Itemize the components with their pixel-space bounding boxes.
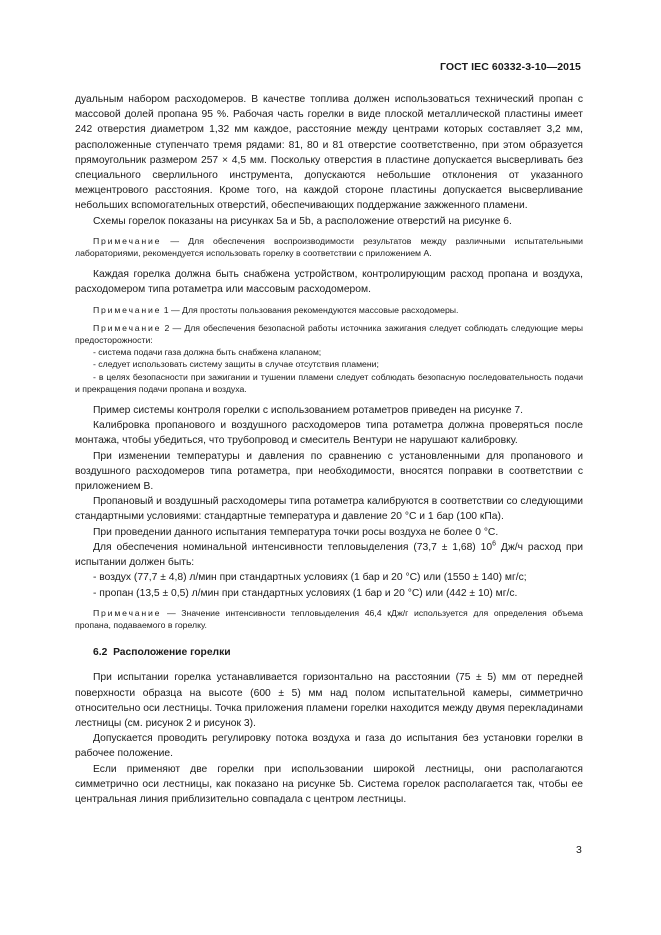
note	[75, 235, 583, 259]
note-label: Примечание	[93, 607, 162, 618]
note-label: Примечание	[93, 322, 162, 333]
note-text: — Значение интенсивности тепловыделения 46,4 кДж/г используется для определения объема пропана, подаваемого в горелку.	[75, 607, 583, 630]
section-heading	[75, 645, 583, 660]
note-label: Примечание	[93, 235, 162, 246]
note	[75, 304, 583, 316]
note-text: 2 — Для обеспечения безопасной работы источника зажигания следует соблюдать следующие меры предосторожности:	[75, 322, 583, 346]
paragraph: Схемы горелок показаны на рисунках 5a и 5b, а расположение отверстий на рисунке 6.	[93, 215, 512, 227]
note	[75, 322, 583, 346]
section-title: Расположение горелки	[113, 647, 231, 659]
paragraph: Пропановый и воздушный расходомеры типа ротаметра калибруются в соответствии со следующими стандартными условиями: стандартные температура и давление 20 °C и 1 бар (100 кПа).	[75, 496, 583, 523]
note-text: 1 — Для простоты пользования рекомендуются массовые расходомеры.	[161, 304, 459, 315]
note-list-item: - следует использовать систему защиты в случае отсутствия пламени;	[93, 359, 379, 370]
paragraph: Каждая горелка должна быть снабжена устройством, контролирующим расход пропана и воздуха, расходомером типа ротаметра или массовым расходомером.	[75, 269, 583, 296]
note-list-item: - в целях безопасности при зажигании и тушении пламени следует соблюдать безопасную последовательность подачи и прекращения подачи пропана и воздуха.	[75, 371, 583, 394]
paragraph: При изменении температуры и давления по сравнению с установленными для пропанового и воздушного расходомеров типа ротаметра, при необходимости, вносятся поправки в соответствии с приложением В.	[75, 450, 583, 493]
paragraph: При проведении данного испытания температура точки росы воздуха не более 0 °C.	[93, 526, 499, 538]
paragraph: Если применяют две горелки при использовании широкой лестницы, они располагаются симметрично оси лестницы, как показано на рисунке 5b. Система горелок располагается так, чтобы ее центральная линия приблизительно совпадала с центром лестницы.	[75, 763, 583, 805]
page-number: 3	[576, 844, 582, 856]
superscript: 6	[492, 540, 496, 548]
paragraph: дуальным набором расходомеров. В качестве топлива должен использоваться технический пропан с массовой долей пропана 95 %. Рабочая часть горелки в виде плоской металлической пластины имеет 242 отверстия диаметром 1,32 мм каждое, расстояние между центрами которых составляет 3,2 мм, расположенные ступенчато тремя рядами: 81, 80 и 81 отверстие соответственно, при этом образуется прямоугольник размером 257 × 4,5 мм. Поскольку отверстия в пластине допускается высверливать без специального сверлильного инструмента, допускаются небольшие отклонения от указанного межцентрового расстояния. Кроме того, на каждой стороне пластины допускается высверливание небольших вспомогательных отверстий, обеспечивающих поддержание зажженного пламени.	[75, 94, 583, 212]
paragraph: Калибровка пропанового и воздушного расходомеров типа ротаметра должна проверяться после монтажа, чтобы убедиться, что трубопровод и смеситель Вентури не нарушают калибровку.	[75, 420, 583, 447]
note-text: — Для обеспечения воспроизводимости результатов между различными испытательными лабораториями, рекомендуется использовать горелку в соответствии с приложением А.	[75, 235, 583, 259]
section-number: 6.2	[93, 647, 108, 659]
paragraph: Допускается проводить регулировку потока воздуха и газа до испытания без установки горелки в рабочее положение.	[75, 733, 583, 760]
list-item: - пропан (13,5 ± 0,5) л/мин при стандартных условиях (1 бар и 20 °C) или (442 ± 10) мг/с.	[93, 587, 518, 599]
paragraph: При испытании горелка устанавливается горизонтально на расстоянии (75 ± 5) мм от передней поверхности образца на высоте (600 ± 5) мм над полом испытательной камеры, симметрично относительно оси лестницы. Точка приложения пламени горелки находится между двумя перекладинами лестницы (см. рисунок 2 и рисунок 3).	[75, 672, 583, 729]
note-list-item: - система подачи газа должна быть снабжена клапаном;	[93, 347, 322, 358]
list-item: - воздух (77,7 ± 4,8) л/мин при стандартных условиях (1 бар и 20 °C) или (1550 ± 140) мг/с;	[93, 572, 527, 584]
paragraph-text: Дж/ч расход при испытании должен быть:	[75, 541, 583, 569]
paragraph-text: Для обеспечения номинальной интенсивности тепловыделения (73,7 ± 1,68) 10	[93, 541, 493, 553]
paragraph: Пример системы контроля горелки с использованием ротаметров приведен на рисунке 7.	[93, 405, 524, 417]
note-label: Примечание	[93, 304, 162, 315]
document-body	[75, 92, 583, 807]
document-header: ГОСТ IEC 60332-3-10—2015	[439, 61, 581, 73]
note	[75, 607, 583, 631]
paragraph	[75, 540, 583, 570]
